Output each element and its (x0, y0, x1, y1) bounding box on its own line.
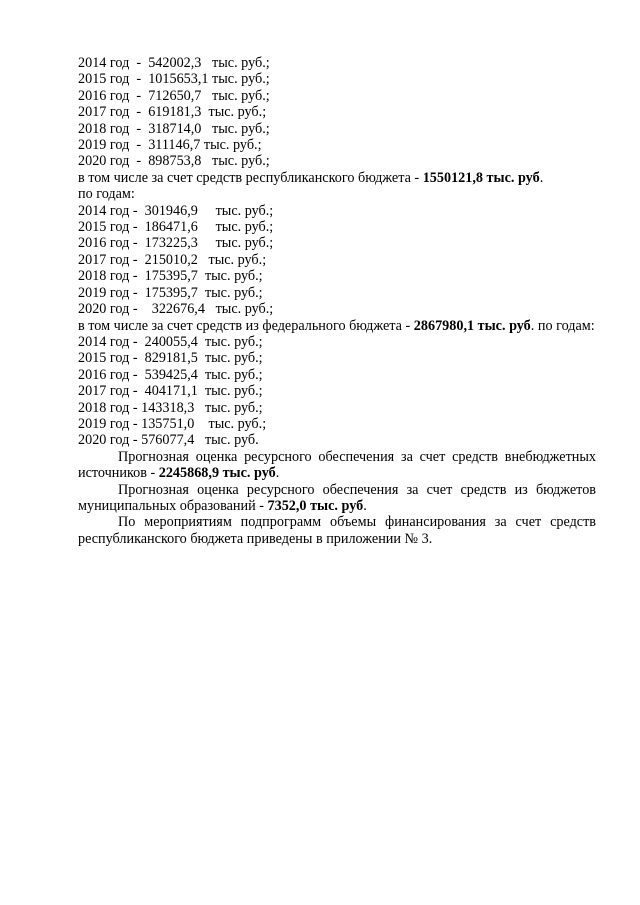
offbudget-text: Прогнозная оценка ресурсного обеспечения за счет средств внебюджетных источников - (78, 448, 596, 482)
republic-year-line: 2019 год - 175395,7 тыс. руб.; (78, 284, 263, 301)
federal-year-line: 2014 год - 240055,4 тыс. руб.; (78, 333, 263, 350)
federal-intro: в том числе за счет средств из федерального бюджета - (78, 317, 414, 334)
republic-year-line: 2018 год - 175395,7 тыс. руб.; (78, 268, 263, 285)
republic-tail: . (539, 169, 544, 186)
offbudget-tail: . (275, 465, 280, 482)
municipal-tail: . (363, 497, 367, 514)
document-page (78, 55, 596, 547)
republic-intro: в том числе за счет средств республиканского бюджета - (78, 169, 423, 186)
federal-year-line: 2015 год - 829181,5 тыс. руб.; (78, 350, 263, 367)
federal-year-line: 2016 год - 539425,4 тыс. руб.; (78, 366, 263, 383)
total-year-line: 2018 год - 318714,0 тыс. руб.; (78, 120, 270, 137)
total-year-line: 2017 год - 619181,3 тыс. руб.; (78, 104, 267, 121)
federal-years-list (78, 334, 596, 449)
municipal-amount: 7352,0 тыс. руб (267, 497, 364, 514)
federal-year-line: 2017 год - 404171,1 тыс. руб.; (78, 383, 263, 400)
federal-year-line: 2020 год - 576077,4 тыс. руб. (78, 432, 259, 449)
republic-years-list (78, 203, 596, 318)
republic-budget-sentence (78, 170, 596, 186)
republic-year-line: 2017 год - 215010,2 тыс. руб.; (78, 251, 267, 268)
offbudget-paragraph (78, 449, 596, 482)
total-by-year-list (78, 55, 596, 170)
federal-amount: 2867980,1 тыс. руб (413, 317, 531, 334)
total-year-line: 2019 год - 311146,7 тыс. руб.; (78, 137, 262, 154)
municipal-text: Прогнозная оценка ресурсного обеспечения за счет средств из бюджетов муниципальных образований - (78, 481, 596, 514)
total-year-line: 2020 год - 898753,8 тыс. руб.; (78, 153, 270, 170)
republic-year-line: 2020 год - 322676,4 тыс. руб.; (78, 301, 274, 318)
offbudget-amount: 2245868,9 тыс. руб (158, 465, 276, 482)
total-year-line: 2016 год - 712650,7 тыс. руб.; (78, 87, 270, 104)
republic-year-line: 2015 год - 186471,6 тыс. руб.; (78, 219, 274, 236)
federal-year-line: 2018 год - 143318,3 тыс. руб.; (78, 399, 263, 416)
federal-budget-sentence (78, 318, 596, 334)
closing-paragraph: По мероприятиям подпрограмм объемы финансирования за счет средств республиканского бюджета приведены в приложении № 3. (78, 514, 596, 547)
republic-amount: 1550121,8 тыс. руб (422, 169, 540, 186)
republic-year-line: 2014 год - 301946,9 тыс. руб.; (78, 202, 274, 219)
republic-by-years-label: по годам: (78, 186, 135, 203)
federal-year-line: 2019 год - 135751,0 тыс. руб.; (78, 415, 267, 432)
total-year-line: 2015 год - 1015653,1 тыс. руб.; (78, 71, 270, 88)
municipal-paragraph (78, 482, 596, 515)
total-year-line: 2014 год - 542002,3 тыс. руб.; (78, 55, 270, 71)
republic-year-line: 2016 год - 173225,3 тыс. руб.; (78, 235, 274, 252)
federal-tail: . по годам: (530, 317, 595, 334)
